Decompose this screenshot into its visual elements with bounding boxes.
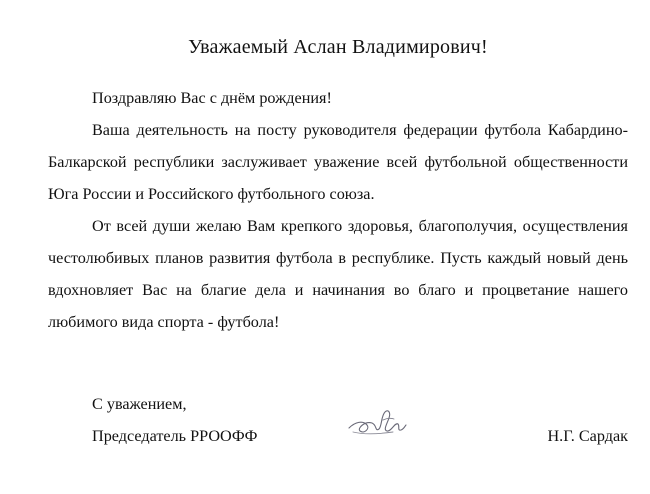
letter-salutation: Уважаемый Аслан Владимирович! xyxy=(188,36,488,58)
signer-title: Председатель РРООФФ xyxy=(92,427,258,445)
signer-name: Н.Г. Сардак xyxy=(547,427,628,445)
letter-body xyxy=(48,82,628,338)
paragraph-greeting: Поздравляю Вас с днём рождения! xyxy=(92,89,332,107)
letter-closing: С уважением, xyxy=(92,395,187,413)
paragraph-wishes: От всей души желаю Вам крепкого здоровья, благополучия, осуществления честолюбивых планов развития футбола в республике. Пусть каждый новый день вдохновляет Вас на благие дела и начинания во благо и процветание нашего любимого вида спорта - футбола! xyxy=(48,217,628,331)
paragraph-recognition: Ваша деятельность на посту руководителя федерации футбола Кабардино-Балкарской республики заслуживает уважение всей футбольной общественности Юга России и Российского футбольного союза. xyxy=(48,121,628,203)
signature-block xyxy=(92,420,628,452)
signature-icon xyxy=(345,398,409,440)
